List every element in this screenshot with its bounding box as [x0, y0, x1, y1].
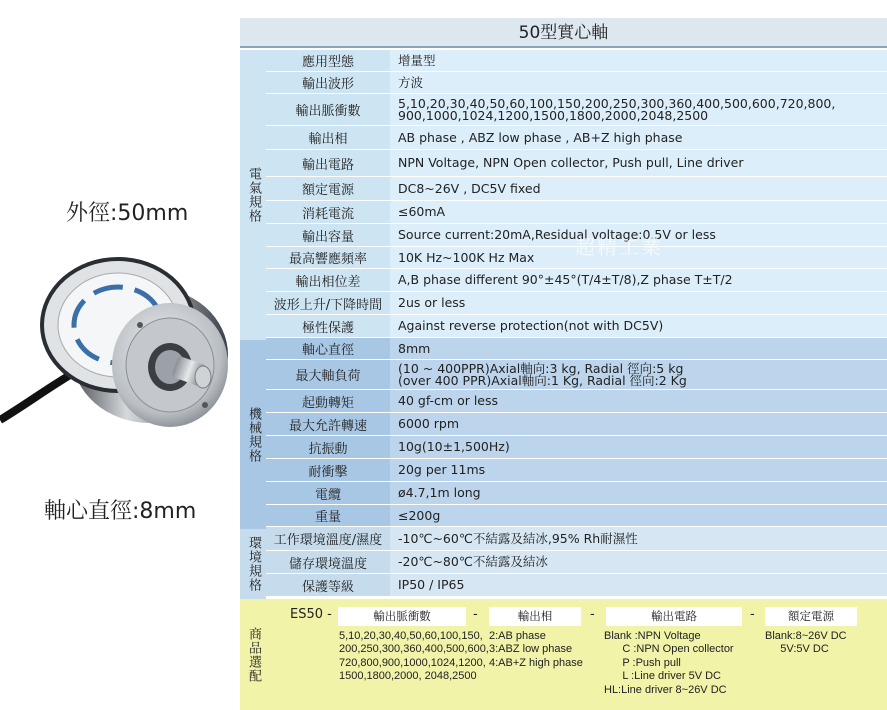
spec-value — [390, 413, 887, 435]
spec-value — [390, 482, 887, 504]
spec-value — [390, 269, 887, 291]
spec-value-line: 2us or less — [398, 295, 466, 310]
spec-value — [390, 50, 887, 71]
spec-label: 儲存環境溫度 — [266, 551, 390, 573]
spec-value-line: 增量型 — [398, 52, 436, 68]
spec-label: 應用型態 — [266, 50, 390, 71]
spec-value — [390, 94, 887, 125]
spec-value — [390, 505, 887, 526]
order-dash: - — [750, 607, 755, 622]
spec-value-line: A,B phase different 90°±45°(T/4±T/8),Z phase T±T/2 — [398, 272, 733, 287]
spec-value-line: 10K Hz~100K Hz Max — [398, 249, 535, 265]
order-circuits-list: Blank :NPN Voltage C :NPN Open collector P :Push pull L :Line driver 5V DC HL:Line driver 8~26V DC — [604, 630, 734, 696]
spec-label: 額定電源 — [266, 177, 390, 200]
spec-value-line: IP50 / IP65 — [398, 577, 465, 592]
spec-value-line: 20g per 11ms — [398, 462, 486, 477]
spec-row — [240, 72, 887, 94]
spec-label: 抗振動 — [266, 436, 390, 458]
spec-value-line: 6000 rpm — [398, 416, 460, 431]
spec-value-line: ≤60mA — [398, 204, 446, 219]
order-power-list: Blank:8~26V DC 5V:5V DC — [765, 630, 847, 656]
sheet-title: 50型實心軸 — [240, 18, 887, 48]
spec-value-line: -20℃~80℃不結露及結冰 — [398, 554, 548, 569]
watermark-text: 超精工業 — [575, 235, 663, 259]
order-pulses-list: 5,10,20,30,40,50,60,100,150, 200,250,300,360,400,500,600, 720,800,900,1000,1024,1200, 1500,1800,2000, 2048,2500 — [339, 630, 489, 683]
spec-value — [390, 315, 887, 337]
spec-row — [240, 360, 887, 390]
spec-row — [240, 574, 887, 597]
spec-value — [390, 390, 887, 412]
product-photo-area — [0, 0, 240, 710]
spec-label: 重量 — [266, 505, 390, 526]
spec-row — [240, 224, 887, 247]
category-mechanical: 機械規格 — [240, 340, 266, 529]
order-header-power: 額定電源 — [765, 607, 857, 626]
spec-row — [240, 505, 887, 527]
spec-value-line: NPN Voltage, NPN Open collector, Push pull, Line driver — [398, 155, 744, 170]
spec-row — [240, 459, 887, 482]
spec-label: 輸出相位差 — [266, 269, 390, 291]
spec-row — [240, 247, 887, 269]
spec-value-line: 10g(10±1,500Hz) — [398, 439, 510, 454]
spec-value-line: ø4.7,1m long — [398, 485, 481, 500]
spec-label: 最高響應頻率 — [266, 247, 390, 268]
rotary-encoder-image — [0, 255, 240, 465]
spec-value — [390, 338, 887, 359]
spec-row — [240, 201, 887, 224]
spec-row — [240, 390, 887, 413]
spec-row — [240, 482, 887, 505]
shaft-diameter-label: 軸心直徑:8mm — [44, 499, 197, 524]
spec-value-line: Source current:20mA,Residual voltage:0.5V or less — [398, 227, 716, 242]
spec-value — [390, 459, 887, 481]
spec-label: 輸出波形 — [266, 72, 390, 93]
spec-row — [240, 527, 887, 551]
spec-value-line: -10℃~60℃不結露及結冰,95% Rh耐濕性 — [398, 530, 638, 546]
spec-label: 最大軸負荷 — [266, 360, 390, 389]
order-header-circuits: 輸出電路 — [606, 607, 742, 626]
order-header-phases: 輸出相 — [489, 607, 581, 626]
spec-row — [240, 126, 887, 150]
spec-value-line: 40 gf-cm or less — [398, 393, 499, 408]
spec-row — [240, 94, 887, 126]
spec-row — [240, 150, 887, 177]
spec-value-line: Against reverse protection(not with DC5V) — [398, 318, 664, 333]
spec-value-line: 8mm — [398, 340, 431, 356]
spec-label: 最大允許轉速 — [266, 413, 390, 435]
spec-label: 輸出相 — [266, 126, 390, 149]
outer-diameter-label: 外徑:50mm — [66, 201, 189, 226]
spec-value — [390, 126, 887, 149]
order-code-section — [240, 599, 887, 710]
spec-value-line: 900,1000,1024,1200,1500,1800,2000,2048,2500 — [398, 107, 709, 123]
spec-value — [390, 360, 887, 389]
spec-label: 起動轉矩 — [266, 390, 390, 412]
spec-value — [390, 177, 887, 200]
spec-value — [390, 150, 887, 176]
spec-sheet — [240, 18, 887, 710]
spec-value-line: 5,10,20,30,40,50,60,100,150,200,250,300,360,400,500,600,720,800, — [398, 95, 836, 111]
spec-row — [240, 315, 887, 338]
spec-value — [390, 201, 887, 223]
spec-row — [240, 338, 887, 360]
spec-value-line: 方波 — [398, 74, 424, 90]
category-order: 商品選配 — [246, 626, 261, 683]
spec-row — [240, 436, 887, 459]
spec-label: 軸心直徑 — [266, 338, 390, 359]
spec-row — [240, 413, 887, 436]
spec-value — [390, 292, 887, 314]
spec-label: 輸出電路 — [266, 150, 390, 176]
spec-value — [390, 72, 887, 93]
spec-value — [390, 574, 887, 596]
order-prefix: ES50 - — [290, 607, 332, 622]
spec-label: 電纜 — [266, 482, 390, 504]
spec-label: 耐衝擊 — [266, 459, 390, 481]
spec-label: 輸出脈衝數 — [266, 94, 390, 125]
spec-label: 消耗電流 — [266, 201, 390, 223]
spec-value — [390, 551, 887, 573]
spec-label: 極性保護 — [266, 315, 390, 337]
spec-value-line: (over 400 PPR)Axial軸向:1 Kg, Radial 徑向:2 Kg — [398, 372, 687, 388]
order-phases-list: 2:AB phase 3:ABZ low phase 4:AB+Z high phase — [489, 630, 583, 669]
order-dash: - — [590, 607, 595, 622]
spec-row — [240, 50, 887, 72]
spec-value — [390, 436, 887, 458]
spec-value-line: AB phase , ABZ low phase , AB+Z high phase — [398, 129, 683, 145]
spec-label: 波形上升/下降時間 — [266, 292, 390, 314]
spec-row — [240, 177, 887, 201]
order-header-pulses: 輸出脈衝數 — [338, 607, 466, 626]
spec-value — [390, 527, 887, 550]
spec-label: 工作環境溫度/濕度 — [266, 527, 390, 550]
category-electrical: 電氣規格 — [240, 50, 266, 340]
order-dash: - — [473, 607, 478, 622]
spec-row — [240, 551, 887, 574]
spec-row — [240, 269, 887, 292]
spec-label: 輸出容量 — [266, 224, 390, 246]
spec-value-line: DC8~26V , DC5V fixed — [398, 180, 541, 196]
spec-value-line: (10 ~ 400PPR)Axial軸向:3 kg, Radial 徑向:5 kg — [398, 360, 684, 376]
spec-row — [240, 292, 887, 315]
spec-label: 保護等級 — [266, 574, 390, 596]
category-environment: 環境規格 — [240, 529, 266, 599]
spec-value-line: ≤200g — [398, 507, 441, 523]
